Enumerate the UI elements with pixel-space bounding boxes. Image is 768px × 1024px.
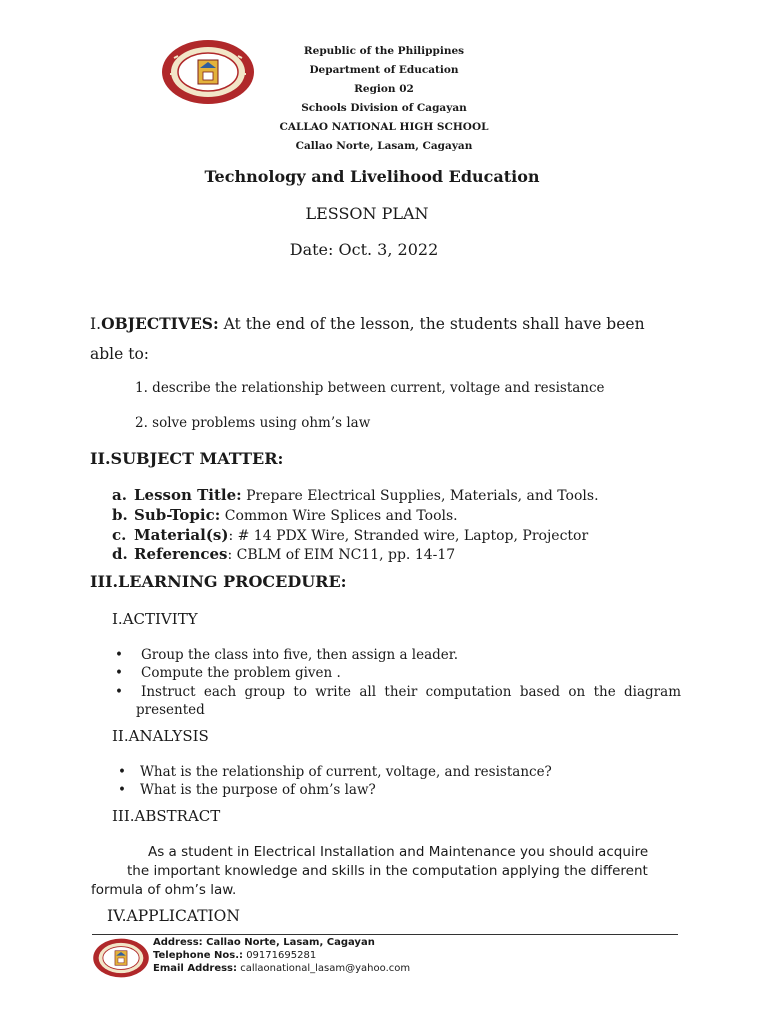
subject-item-label: References [134, 545, 228, 563]
footer-phone [153, 950, 316, 961]
subject-item-value: : # 14 PDX Wire, Stranded wire, Laptop, Projector [228, 528, 589, 544]
footer-divider [92, 934, 678, 935]
subject-item-value: : CBLM of EIM NC11, pp. 14-17 [227, 547, 456, 563]
footer-address [153, 937, 375, 948]
header-school-address: Callao Norte, Lasam, Cagayan [295, 140, 473, 152]
header-division: Schools Division of Cagayan [301, 102, 467, 114]
footer-email-value: callaonational_lasam@yahoo.com [237, 963, 411, 974]
header-department: Department of Education [309, 64, 459, 76]
objective-item-2: 2. solve problems using ohm’s law [135, 415, 371, 431]
activity-bullet-1: • Group the class into five, then assign a leader. [115, 647, 459, 663]
application-heading: IV.APPLICATION [107, 907, 240, 925]
activity-heading: I.ACTIVITY [112, 610, 198, 628]
header-republic: Republic of the Philippines [303, 45, 465, 57]
bullet-icon: • [118, 764, 126, 780]
subject-item-lesson-title [112, 486, 599, 504]
subject-item-marker: c. [112, 526, 127, 544]
objectives-paragraph [90, 314, 690, 333]
subject-item-label: Material(s) [134, 526, 229, 544]
analysis-heading: II.ANALYSIS [112, 727, 209, 745]
subject-item-value: Common Wire Splices and Tools. [220, 508, 458, 524]
analysis-bullet-2: • What is the purpose of ohm’s law? [118, 782, 376, 798]
header-school-name: CALLAO NATIONAL HIGH SCHOOL [279, 121, 489, 133]
abstract-line-1: As a student in Electrical Installation and Maintenance you should acquire [148, 844, 649, 860]
footer-address-label: Address: [153, 937, 203, 948]
objectives-heading: OBJECTIVES: [101, 314, 219, 333]
abstract-heading: III.ABSTRACT [112, 807, 221, 825]
objectives-prefix: I. [90, 315, 102, 333]
subject-item-label: Sub-Topic: [134, 506, 221, 524]
subject-item-marker: a. [112, 486, 127, 504]
analysis-bullet-1: • What is the relationship of current, voltage, and resistance? [118, 764, 552, 780]
subject-item-marker: b. [112, 506, 128, 524]
subject-item-materials [112, 526, 588, 544]
footer-email [153, 963, 410, 974]
learning-procedure-heading: III.LEARNING PROCEDURE: [90, 572, 347, 591]
footer-phone-label: Telephone Nos.: [153, 950, 244, 961]
abstract-line-2: the important knowledge and skills in the computation applying the different [127, 863, 648, 879]
subject-item-marker: d. [112, 545, 128, 563]
subject-title: Technology and Livelihood Education [204, 167, 540, 186]
activity-bullet-3: • Instruct each group to write all their computation based on the diagram [115, 684, 681, 700]
objectives-text-line2: able to: [90, 345, 150, 363]
subject-item-label: Lesson Title: [134, 486, 242, 504]
footer-school-seal-logo [92, 936, 150, 980]
bullet-icon: • [115, 647, 123, 663]
subject-item-references [112, 545, 455, 563]
objective-item-1: 1. describe the relationship between current, voltage and resistance [135, 380, 605, 396]
lesson-date: Date: Oct. 3, 2022 [289, 240, 439, 259]
objectives-text-line1: At the end of the lesson, the students shall have been [218, 315, 645, 333]
footer-address-value: Callao Norte, Lasam, Cagayan [202, 937, 375, 948]
footer-phone-value: 09171695281 [243, 950, 317, 961]
activity-bullet-2: • Compute the problem given . [115, 665, 341, 681]
abstract-line-3: formula of ohm’s law. [91, 882, 237, 898]
bullet-icon: • [118, 782, 126, 798]
subject-matter-heading: II.SUBJECT MATTER: [90, 449, 284, 468]
footer-email-label: Email Address: [153, 963, 238, 974]
bullet-icon: • [115, 684, 123, 700]
header-region: Region 02 [354, 83, 414, 95]
subject-item-sub-topic [112, 506, 458, 524]
activity-bullet-3-continuation: presented [136, 702, 205, 718]
bullet-icon: • [115, 665, 123, 681]
subject-item-value: Prepare Electrical Supplies, Materials, and Tools. [241, 488, 599, 504]
lesson-plan-title: LESSON PLAN [305, 204, 429, 223]
